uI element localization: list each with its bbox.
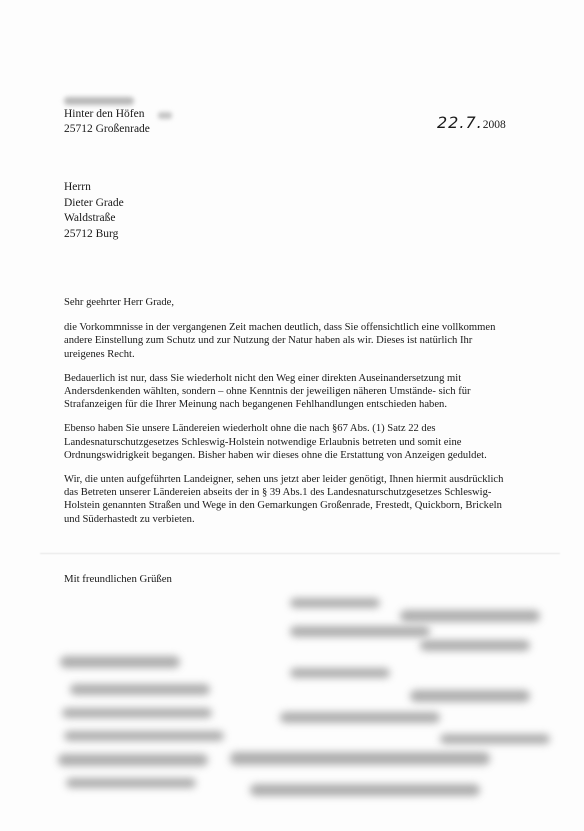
redacted-signature (400, 610, 540, 622)
letter-greeting: Sehr geehrter Herr Grade, (64, 297, 174, 308)
redacted-signature (70, 684, 210, 695)
redacted-signature (290, 668, 390, 678)
paragraph-2: Bedauerlich ist nur, dass Sie wiederholt nicht den Weg einer direkten Auseinandersetzung mit Andersdenkenden wählten, sondern – ohne Kenntnis der jeweiligen näheren Umstände- sich für Strafanzeigen für die Ihrer Meinung nach begangenen Fehlhandlungen entschieden haben. (64, 372, 471, 411)
letter-body (64, 296, 514, 537)
redacted-signature (280, 712, 440, 723)
fold-line (40, 553, 560, 554)
redacted-sender-name (64, 97, 134, 105)
redacted-signature (420, 640, 530, 651)
letter-closing: Mit freundlichen Grüßen (64, 573, 172, 585)
redacted-signature (64, 731, 224, 741)
redacted-signature (66, 778, 196, 788)
sender-address (64, 107, 150, 137)
redacted-signature (410, 690, 530, 702)
redacted-signature (60, 656, 180, 668)
redacted-signature (250, 784, 480, 796)
recipient-street: Waldstraße (64, 212, 116, 224)
redacted-signature (62, 708, 212, 718)
handwritten-date: 22.7. (437, 113, 483, 132)
redacted-signature (290, 626, 430, 637)
date-year: 2008 (482, 119, 506, 131)
redacted-house-number (158, 112, 172, 119)
sender-street: Hinter den Höfen (64, 108, 145, 120)
recipient-city: 25712 Burg (64, 227, 119, 240)
letter-date (437, 113, 506, 132)
paragraph-1: die Vorkommnisse in der vergangenen Zeit machen deutlich, dass Sie offensichtlich eine vollkommen andere Einstellung zum Schutz und zur Nutzung der Natur haben als wir. Dieses ist natürlich Ihr ureigenes Recht. (64, 322, 496, 360)
recipient-salutation: Herrn (64, 181, 91, 193)
redacted-signature (58, 754, 208, 766)
redacted-signature (230, 752, 490, 765)
sender-city: 25712 Großenrade (64, 123, 150, 135)
paragraph-4: Wir, die unten aufgeführten Landeigner, sehen uns jetzt aber leider genötigt, Ihnen hiermit ausdrücklich das Betreten unserer Ländereien abseits der in § 39 Abs.1 des Landesnaturschutzgesetzes Schleswig-Holstein genannten Straßen und Wege in den Gemarkungen Großenrade, Frestedt, Quickborn, Brickeln und Süderhastedt zu verbieten. (64, 474, 504, 525)
redacted-signature (440, 734, 550, 744)
paragraph-3: Ebenso haben Sie unsere Ländereien wiederholt ohne die nach §67 Abs. (1) Satz 22 des Landesnaturschutzgesetzes Schleswig-Holstein notwendige Erlaubnis betreten und somit eine Ordnungswidrigkeit begangen. Bisher haben wir dieses ohne die Erstattung von Anzeigen geduldet. (64, 423, 487, 461)
redacted-signature (290, 598, 380, 608)
recipient-name: Dieter Grade (64, 196, 124, 209)
recipient-address (64, 180, 124, 242)
